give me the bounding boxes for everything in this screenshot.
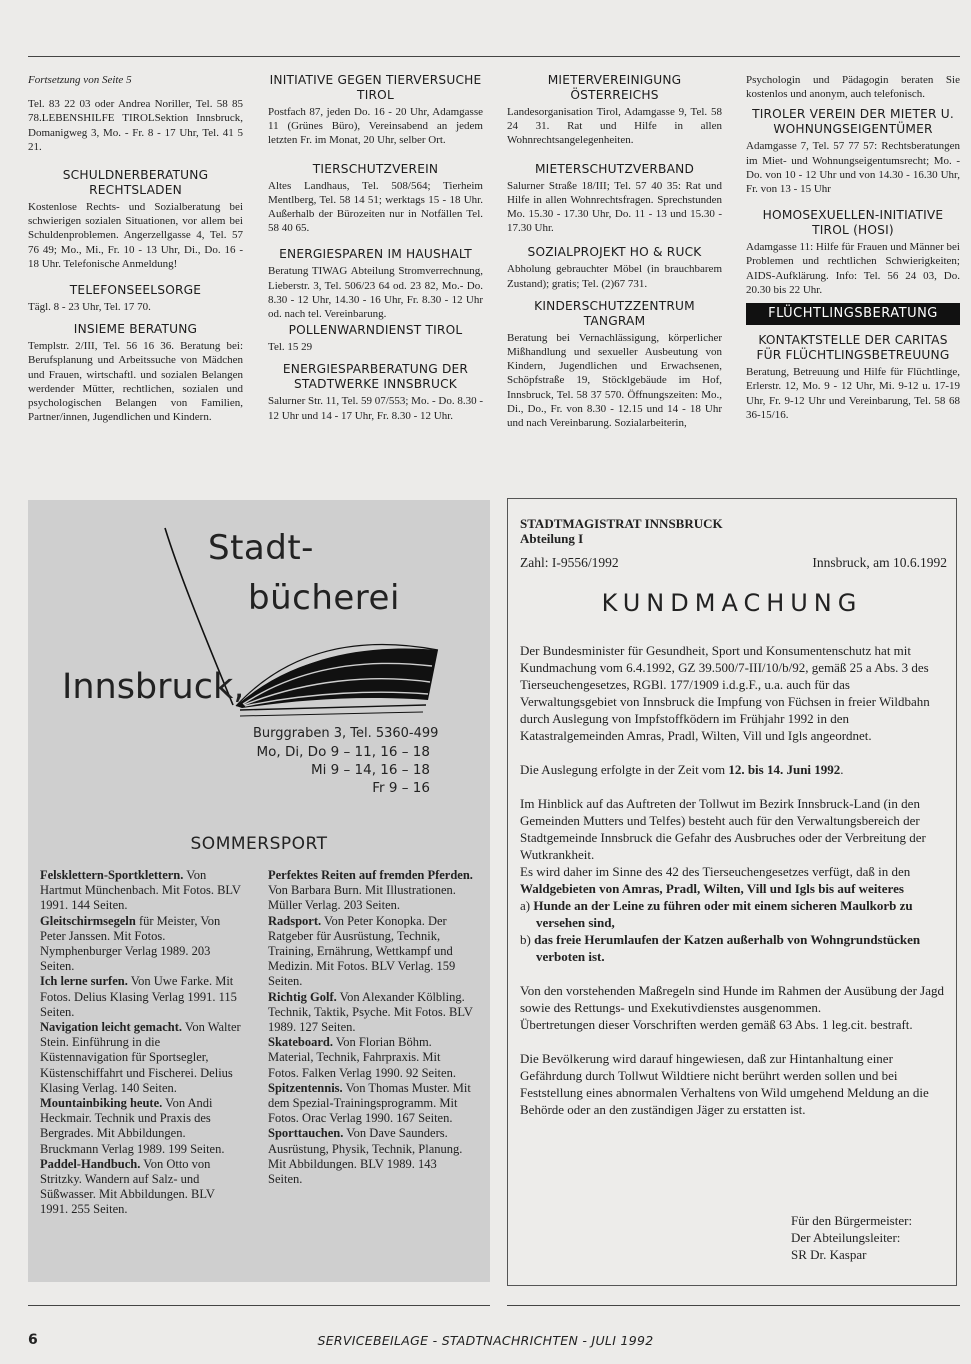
book-entry	[268, 1081, 474, 1127]
book-entry	[268, 1126, 474, 1187]
book-title: Perfektes Reiten auf fremden Pferden.	[268, 868, 473, 882]
book-details: Von Barbara Burn. Mit Illustrationen. Müller Verlag. 203 Seiten.	[268, 883, 456, 913]
signature-line-1: Für den Bürgermeister:	[791, 1213, 913, 1228]
ad-address: Burggraben 3, Tel. 5360-499	[253, 726, 439, 741]
book-details: Von Hartmut Münchenbach. Mit Fotos. BLV 1991. 144 Seiten.	[40, 868, 241, 913]
book-title: Felsklettern-Sportklettern.	[40, 868, 184, 882]
energiesparen-text: Beratung TIWAG Abteilung Stromverrechnung, Lieberstr. 3, Tel. 506/23 64 od. 23 82, Mo.- Do. 8.30 - 12 Uhr, 14.30 - 16 Uhr, Fr. 8.30 - 12 Uhr od. nach tel. Vereinbarung.	[268, 265, 483, 321]
book-list-left	[40, 868, 243, 1218]
schuldnerberatung-text: Kostenlose Rechts- und Sozialberatung bei schwierigen sozialen Situationen, vor allem bei Schuldenproblemen. Angerzellgasse 4, Tel. 57 76 49; Mo., Mi., Fr. 10 - 13 Uhr, Di., Do. 16 - 18 Uhr. Telefonische Anmeldung!	[28, 201, 243, 270]
notice-item-a	[520, 897, 946, 931]
book-title: Skateboard.	[268, 1035, 333, 1050]
book-details: Von Alexander Kölbling. Technik, Taktik, Psyche. Mit Fotos. BLV 1989. 127 Seiten.	[268, 989, 473, 1035]
book-title: Paddel-Handbuch.	[40, 1156, 141, 1171]
caritas-heading: KONTAKTSTELLE DER CARITAS FÜR FLÜCHTLINGSBETREUUNG	[756, 333, 950, 363]
tierschutzverein-heading: TIERSCHUTZVEREIN	[312, 161, 439, 176]
tangram-text: Beratung bei Vernachlässigung, körperlicher Mißhandlung und sexueller Ausbeutung von Kindern, Jugendlichen und Erwachsenen, Schöpfstraße 19, Stöcklgebäude im Hof, Innsbruck, Tel. 58 37 570. Öffnungszeiten: Mo., Di., Do., Fr. von 8.30 - 12.15 und 14 - 18 Uhr und nach Vereinbarung. Sozialarbeiterin,	[507, 331, 722, 430]
telefonseelsorge-heading: TELEFONSEELSORGE	[69, 283, 202, 298]
hosi-heading: HOMOSEXUELLEN-INITIATIVE TIROL (HOSI)	[762, 208, 944, 238]
caritas-text: Beratung, Betreuung und Hilfe für Flüchtlinge, Erlerstr. 12, Mo. 9 - 12 Uhr, Mi. 9-12 u. 17-19 Uhr, Fr. 9-12 Uhr und Vereinbarung, Tel. 58 68 36-15/16.	[746, 366, 960, 421]
signature-line-3: SR Dr. Kaspar	[791, 1247, 867, 1262]
sommersport-heading: SOMMERSPORT	[190, 834, 328, 854]
mieterverein-heading: TIROLER VEREIN DER MIETER U. WOHNUNGSEIGENTÜMER	[752, 107, 954, 137]
mietervereinigung-text: Landesorganisation Tirol, Adamgasse 9, Tel. 58 24 31. Rat und Hilfe in allen Wohnrechtsangelegenheiten.	[507, 106, 722, 147]
footer-rule-left	[28, 1305, 490, 1306]
sozialprojekt-text: Abholung gebrauchter Möbel (in brauchbarem Zustand); gratis; Tel. (2)67 731.	[507, 263, 722, 290]
notice-org: STADTMAGISTRAT INNSBRUCK	[520, 516, 723, 531]
notice-paragraph-5: Von den vorstehenden Maßregeln sind Hunde im Rahmen der Ausübung der Jagd sowie des Rettungs- und Exekutivdienstes ausgenommen.	[520, 983, 944, 1015]
ad-hours-3: Fr 9 – 16	[372, 780, 430, 796]
item-b-marker: b)	[520, 932, 535, 947]
book-details: Von Dave Saunders. Ausrüstung, Physik, Technik, Planung. Mit Abbildungen. BLV 1989. 143 Seiten.	[268, 1126, 463, 1187]
p4-text: Es wird daher im Sinne des 42 des Tierseuchengesetzes verfügt, daß in den	[520, 864, 911, 879]
stadtwerke-heading: ENERGIESPARBERATUNG DER STADTWERKE INNSBRUCK	[282, 362, 469, 392]
column-2	[268, 73, 483, 429]
notice-zahl: Zahl: I-9556/1992	[520, 555, 619, 570]
footer-title: SERVICEBEILAGE - STADTNACHRICHTEN - JULI 1992	[317, 1333, 654, 1348]
book-details: Von Thomas Muster. Mit dem Spezial-Trainingsprogramm. Mit Fotos. Orac Verlag 1990. 167 Seiten.	[268, 1080, 471, 1126]
p4-areas: Waldgebieten von Amras, Pradl, Wilten, Vill und Igls bis auf weiteres	[520, 881, 904, 896]
schuldnerberatung-heading: SCHULDNERBERATUNG RECHTSLADEN	[62, 168, 209, 198]
notice-item-b	[520, 931, 946, 965]
mieterverein-text: Adamgasse 7, Tel. 57 77 57: Rechtsberatungen im Miet- und Wohnungseigentumsrecht; Mo. - Do. von 10 - 12 Uhr und von 14.30 - 16.30 Uhr, Fr. von 13 - 15 Uhr	[746, 140, 960, 196]
notice-paragraph-6: Übertretungen dieser Vorschriften werden gemäß 63 Abs. 1 leg.cit. bestraft.	[520, 1017, 913, 1032]
mieterschutzverband-text: Salurner Straße 18/III; Tel. 57 40 35: Rat und Hilfe in allen Wohnrechtsfragen. Sprechstunden Mo. 15.30 - 17.30 Uhr, Do. 11 - 13 und 15.30 - 17.30 Uhr.	[507, 179, 722, 235]
book-entry	[40, 1096, 243, 1157]
book-details: Von Walter Stein. Einführung in die Küstennavigation für Sportsegler, Küstenschiffahrt und Fischerei. Delius Klasing Verlag. 140 Seiten.	[40, 1020, 241, 1095]
continuation-note: Fortsetzung von Seite 5	[28, 74, 132, 86]
column-3	[507, 73, 722, 436]
fluechtlingsberatung-bar: FLÜCHTLINGSBERATUNG	[746, 303, 960, 325]
book-details: Von Florian Böhm. Material, Technik, Fahrpraxis. Mit Fotos. Falken Verlag 1990. 92 Seiten.	[268, 1035, 456, 1080]
book-entry	[268, 990, 474, 1036]
book-title: Richtig Golf.	[268, 989, 337, 1004]
ad-hours-2: Mi 9 – 14, 16 – 18	[310, 762, 430, 778]
notice-paragraph-2	[520, 761, 946, 778]
ad-title-line2: bücherei	[248, 578, 400, 618]
item-a-text: Hunde an der Leine zu führen oder mit einem sicheren Maulkorb zu versehen sind,	[533, 898, 913, 930]
item-b-text: das freie Herumlaufen der Katzen außerhalb von Wohngrundstücken verboten ist.	[534, 932, 921, 964]
book-entry	[40, 914, 243, 975]
book-details: Von Uwe Farke. Mit Fotos. Delius Klasing Verlag 1991. 115 Seiten.	[40, 974, 237, 1019]
tierversuche-text: Postfach 87, jeden Do. 16 - 20 Uhr, Adamgasse 11 (Grünes Büro), Vereinsabend an jedem letzten Fr. im Monat, 20 Uhr, selber Ort.	[268, 106, 483, 147]
energiesparen-heading: ENERGIESPAREN IM HAUSHALT	[279, 247, 472, 262]
tangram-continuation: Psychologin und Pädagogin beraten Sie kostenlos und anonym, auch telefonisch.	[746, 74, 960, 101]
top-rule	[28, 56, 960, 57]
book-entry	[268, 1035, 474, 1081]
book-entry	[40, 1020, 243, 1096]
notice-date: Innsbruck, am 10.6.1992	[812, 555, 947, 570]
insieme-text: Templstr. 2/III, Tel. 56 16 36. Beratung bei: Berufsplanung und Arbeitssuche von Mädchen und Frauen, wirtschaftl. und sozialen Belangen werdender Mütter, rechtlichen, sozialen und psychologischen Belangen von Familien, Partner/innen, Jugendlichen und Kindern.	[28, 340, 243, 424]
insieme-heading: INSIEME BERATUNG	[73, 322, 198, 337]
item-a-marker: a)	[520, 898, 534, 913]
notice-body	[520, 642, 946, 1118]
book-title: Mountainbiking heute.	[40, 1096, 163, 1111]
telefonseelsorge-text: Tägl. 8 - 23 Uhr, Tel. 17 70.	[28, 301, 151, 314]
stadtbuecherei-ad	[28, 500, 490, 1282]
column-4	[746, 73, 960, 428]
notice-title: KUNDMACHUNG	[601, 589, 863, 617]
book-title: Navigation leicht gemacht.	[40, 1020, 182, 1035]
mieterschutzverband-heading: MIETERSCHUTZVERBAND	[534, 161, 695, 176]
book-details: Von Peter Konopka. Der Ratgeber für Ausrüstung, Technik, Training, Ernährung, Wettkampf und Medizin. Mit Fotos. BLV Verlag. 159 Seiten.	[268, 913, 456, 989]
notice-dept: Abteilung I	[520, 531, 584, 546]
book-entry	[40, 1157, 243, 1218]
mietervereinigung-heading: MIETERVEREINIGUNG ÖSTERREICHS	[547, 73, 682, 102]
notice-signature	[791, 1212, 912, 1263]
p2-date: 12. bis 14. Juni 1992	[728, 762, 841, 777]
notice-paragraph-4	[520, 863, 946, 897]
book-details: Von Andi Heckmair. Technik und Praxis des Bergrades. Mit Abbildungen. Bruckmann Verlag 1989. 199 Seiten.	[40, 1096, 225, 1156]
book-entry	[40, 974, 243, 1020]
lebenshilfe-text: Tel. 83 22 03 oder Andrea Noriller, Tel. 58 85 78.LEBENSHILFE TIROLSektion Innsbruck, Domanigweg 3, Mo. - Fr. 8 - 17 Uhr, Tel. 41 5 21.	[28, 98, 243, 153]
page-number: 6	[28, 1332, 38, 1348]
stadtwerke-text: Salurner Str. 11, Tel. 59 07/553; Mo. - Do. 8.30 - 12 Uhr und 14 - 17 Uhr, Fr. 8.30 - 12 Uhr.	[268, 395, 483, 422]
book-details: Von Otto von Stritzky. Wandern auf Salz- und Süßwasser. Mit Abbildungen. BLV 1991. 255 Seiten.	[40, 1156, 215, 1217]
column-1	[28, 73, 243, 430]
book-title: Spitzentennis.	[268, 1080, 343, 1095]
pollenwarndienst-text: Tel. 15 29	[268, 341, 313, 354]
ad-title-line1: Stadt-	[208, 528, 314, 568]
pollenwarndienst-heading: POLLENWARNDIENST TIROL	[288, 323, 463, 338]
kundmachung-notice	[507, 498, 957, 1286]
p2-end: .	[840, 762, 844, 777]
book-entry	[268, 868, 474, 914]
tierversuche-heading: INITIATIVE GEGEN TIERVERSUCHE TIROL	[269, 73, 482, 102]
book-entry	[40, 868, 243, 914]
p2-text: Die Auslegung erfolgte in der Zeit vom	[520, 762, 729, 777]
book-entry	[268, 914, 474, 990]
ad-hours-1: Mo, Di, Do 9 – 11, 16 – 18	[256, 744, 430, 760]
notice-paragraph-7: Die Bevölkerung wird darauf hingewiesen, daß zur Hintanhaltung einer Gefährdung durch Tollwut Wildtiere nicht berührt werden sollen und bei Feststellung eines abnormalen Verhaltens von Wild umgehend Meldung an die Behörde oder an den zuständigen Jäger zu erstatten ist.	[520, 1051, 929, 1117]
sozialprojekt-heading: SOZIALPROJEKT HO & RUCK	[527, 245, 702, 260]
book-list-right	[268, 868, 474, 1187]
book-details: für Meister, Von Peter Janssen. Mit Fotos. Nymphenburger Verlag 1989. 203 Seiten.	[40, 913, 221, 974]
book-title: Sporttauchen.	[268, 1126, 344, 1141]
notice-paragraph-1: Der Bundesminister für Gesundheit, Sport und Konsumentenschutz hat mit Kundmachung vom 6.4.1992, GZ 39.500/7-III/10/b/92, gemäß 25 a Abs. 3 des Tierseuchengesetzes, RGBl. 177/1909 i.d.g.F., u.a. auch für das Verwaltungsgebiet von Innsbruck die Impfung von Füchsen in freier Wildbahn durch Auslegung von Impfstoffködern im Frühjahr 1992 in den Katastralgemeinden Amras, Pradl, Wilten, Vill und Igls angeordnet.	[520, 643, 930, 743]
signature-line-2: Der Abteilungsleiter:	[791, 1230, 901, 1245]
book-title: Ich lerne surfen.	[40, 974, 128, 989]
tangram-heading: KINDERSCHUTZZENTRUM TANGRAM	[534, 298, 695, 328]
notice-paragraph-3: Im Hinblick auf das Auftreten der Tollwut im Bezirk Innsbruck-Land (in den Gemeinden Mutters und Telfes) besteht auch für den Verwaltungsbereich der Stadtgemeinde Innsbruck die Gefahr des Ausbruches oder der Verbreitung der Wutkrankheit.	[520, 796, 926, 862]
ad-city: Innsbruck,	[62, 667, 245, 707]
footer-rule-right	[507, 1305, 960, 1306]
book-title: Radsport.	[268, 913, 322, 928]
hosi-text: Adamgasse 11: Hilfe für Frauen und Männer bei Problemen und rechtlichen Schwierigkeiten; AIDS-Aufklärung. Info: Tel. 56 24 03, Do. 20.30 bis 22 Uhr.	[746, 241, 960, 296]
book-title: Gleitschirmsegeln	[40, 913, 136, 928]
tierschutzverein-text: Altes Landhaus, Tel. 508/564; Tierheim Mentlberg, Tel. 58 14 51; werktags 15 - 18 Uhr. Außerhalb der Bürozeiten nur in Notfällen Tel. 58 40 65.	[268, 179, 483, 235]
